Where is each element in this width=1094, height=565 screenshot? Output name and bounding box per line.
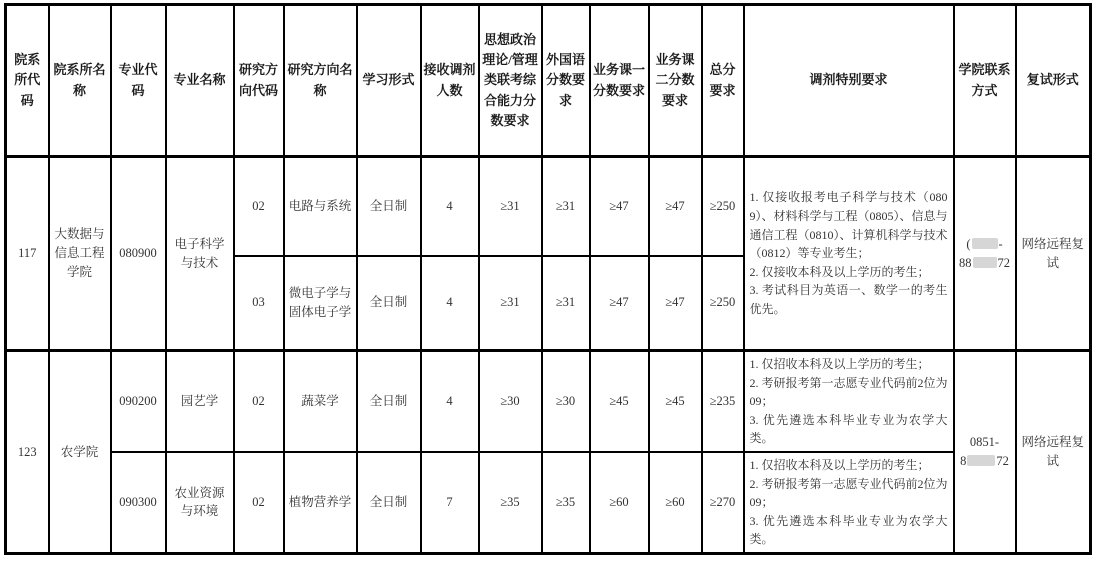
cell-course2-min: ≥45 xyxy=(649,351,702,452)
cell-study-form: 全日制 xyxy=(357,157,421,256)
special-requirement-item: 3. 优先遴选本科毕业专业为农学大类。 xyxy=(749,412,948,446)
header-foreign-min: 外国语分数要求 xyxy=(542,5,590,157)
cell-major-code: 080900 xyxy=(111,157,166,351)
special-requirement-item: 2. 仅接收本科及以上学历的考生； xyxy=(749,264,930,279)
redaction-box xyxy=(967,455,995,466)
cell-dept-code: 117 xyxy=(6,157,49,351)
header-retest-form: 复试形式 xyxy=(1016,5,1091,157)
cell-foreign-min: ≥30 xyxy=(542,351,590,452)
cell-politics-min: ≥31 xyxy=(479,157,542,256)
cell-quota: 4 xyxy=(421,256,479,351)
cell-direction-name: 植物营养学 xyxy=(284,452,357,553)
cell-study-form: 全日制 xyxy=(357,452,421,553)
cell-politics-min: ≥30 xyxy=(479,351,542,452)
table-row xyxy=(6,351,1091,452)
cell-special-requirements xyxy=(744,452,954,553)
header-major-name: 专业名称 xyxy=(166,5,234,157)
cell-major-name: 园艺学 xyxy=(166,351,234,452)
special-requirement-item: 3. 优先遴选本科毕业专业为农学大类。 xyxy=(749,513,948,547)
cell-direction-code: 03 xyxy=(234,256,284,351)
cell-direction-code: 02 xyxy=(234,351,284,452)
cell-dept-name: 大数据与信息工程学院 xyxy=(49,157,111,351)
cell-total-min: ≥250 xyxy=(702,256,744,351)
header-direction-name: 研究方向名称 xyxy=(284,5,357,157)
cell-course1-min: ≥47 xyxy=(590,157,649,256)
cell-politics-min: ≥35 xyxy=(479,452,542,553)
cell-direction-code: 02 xyxy=(234,452,284,553)
header-major-code: 专业代码 xyxy=(111,5,166,157)
cell-course1-min: ≥47 xyxy=(590,256,649,351)
cell-politics-min: ≥31 xyxy=(479,256,542,351)
cell-special-requirements xyxy=(744,157,954,351)
special-requirement-item: 1. 仅招收本科及以上学历的考生； xyxy=(749,357,930,371)
cell-major-code: 090200 xyxy=(111,351,166,452)
cell-foreign-min: ≥31 xyxy=(542,256,590,351)
cell-course2-min: ≥47 xyxy=(649,256,702,351)
cell-course1-min: ≥60 xyxy=(590,452,649,553)
header-total-min: 总分要求 xyxy=(702,5,744,157)
special-requirement-item: 3. 考试科目为英语一、数学一的考生优先。 xyxy=(749,283,948,316)
cell-total-min: ≥250 xyxy=(702,157,744,256)
header-quota: 接收调剂人数 xyxy=(421,5,479,157)
cell-total-min: ≥235 xyxy=(702,351,744,452)
special-requirement-item: 1. 仅接收报考电子科学与技术（0809）、材料科学与工程（0805）、信息与通信工程（0810）、计算机科学与技术（0812）等专业考生； xyxy=(749,190,948,261)
contact-line-2: 88 72 xyxy=(959,255,1010,270)
header-politics-min: 思想政治理论/管理类联考综合能力分数要求 xyxy=(479,5,542,157)
cell-study-form: 全日制 xyxy=(357,351,421,452)
cell-direction-name: 电路与系统 xyxy=(284,157,357,256)
table-row xyxy=(6,452,1091,553)
cell-contact xyxy=(954,351,1016,554)
special-requirement-item: 2. 考研报考第一志愿专业代码前2位为09； xyxy=(749,375,948,409)
redaction-box xyxy=(973,257,997,268)
redaction-box xyxy=(972,238,998,249)
cell-major-name: 电子科学与技术 xyxy=(166,157,234,351)
cell-quota: 7 xyxy=(421,452,479,553)
special-requirement-item: 2. 考研报考第一志愿专业代码前2位为09； xyxy=(749,476,948,510)
header-dept-code: 院系所代码 xyxy=(6,5,49,157)
cell-major-code: 090300 xyxy=(111,452,166,553)
header-course2-min: 业务课二分数要求 xyxy=(649,5,702,157)
cell-quota: 4 xyxy=(421,157,479,256)
header-study-form: 学习形式 xyxy=(357,5,421,157)
adjustment-quota-table xyxy=(4,3,1092,555)
cell-retest-form: 网络远程复试 xyxy=(1016,351,1091,554)
cell-retest-form: 网络远程复试 xyxy=(1016,157,1091,351)
cell-dept-name: 农学院 xyxy=(49,351,111,554)
header-special-requirements: 调剂特别要求 xyxy=(744,5,954,157)
cell-special-requirements xyxy=(744,351,954,452)
table-header xyxy=(6,5,1091,157)
cell-quota: 4 xyxy=(421,351,479,452)
cell-foreign-min: ≥35 xyxy=(542,452,590,553)
header-direction-code: 研究方向代码 xyxy=(234,5,284,157)
header-contact: 学院联系方式 xyxy=(954,5,1016,157)
cell-direction-name: 微电子学与固体电子学 xyxy=(284,256,357,351)
header-course1-min: 业务课一分数要求 xyxy=(590,5,649,157)
cell-foreign-min: ≥31 xyxy=(542,157,590,256)
cell-contact xyxy=(954,157,1016,351)
cell-course1-min: ≥45 xyxy=(590,351,649,452)
cell-course2-min: ≥47 xyxy=(649,157,702,256)
contact-line-1: ( - xyxy=(966,236,1003,251)
special-requirement-item: 1. 仅招收本科及以上学历的考生； xyxy=(749,457,930,472)
cell-dept-code: 123 xyxy=(6,351,49,554)
cell-major-name: 农业资源与环境 xyxy=(166,452,234,553)
cell-total-min: ≥270 xyxy=(702,452,744,553)
header-dept-name: 院系所名称 xyxy=(49,5,111,157)
table-row xyxy=(6,157,1091,256)
header-row xyxy=(6,5,1091,157)
cell-study-form: 全日制 xyxy=(357,256,421,351)
contact-line-1: 0851- xyxy=(969,435,1000,450)
cell-direction-code: 02 xyxy=(234,157,284,256)
contact-line-2: 8 72 xyxy=(960,453,1009,468)
cell-course2-min: ≥60 xyxy=(649,452,702,553)
cell-direction-name: 蔬菜学 xyxy=(284,351,357,452)
